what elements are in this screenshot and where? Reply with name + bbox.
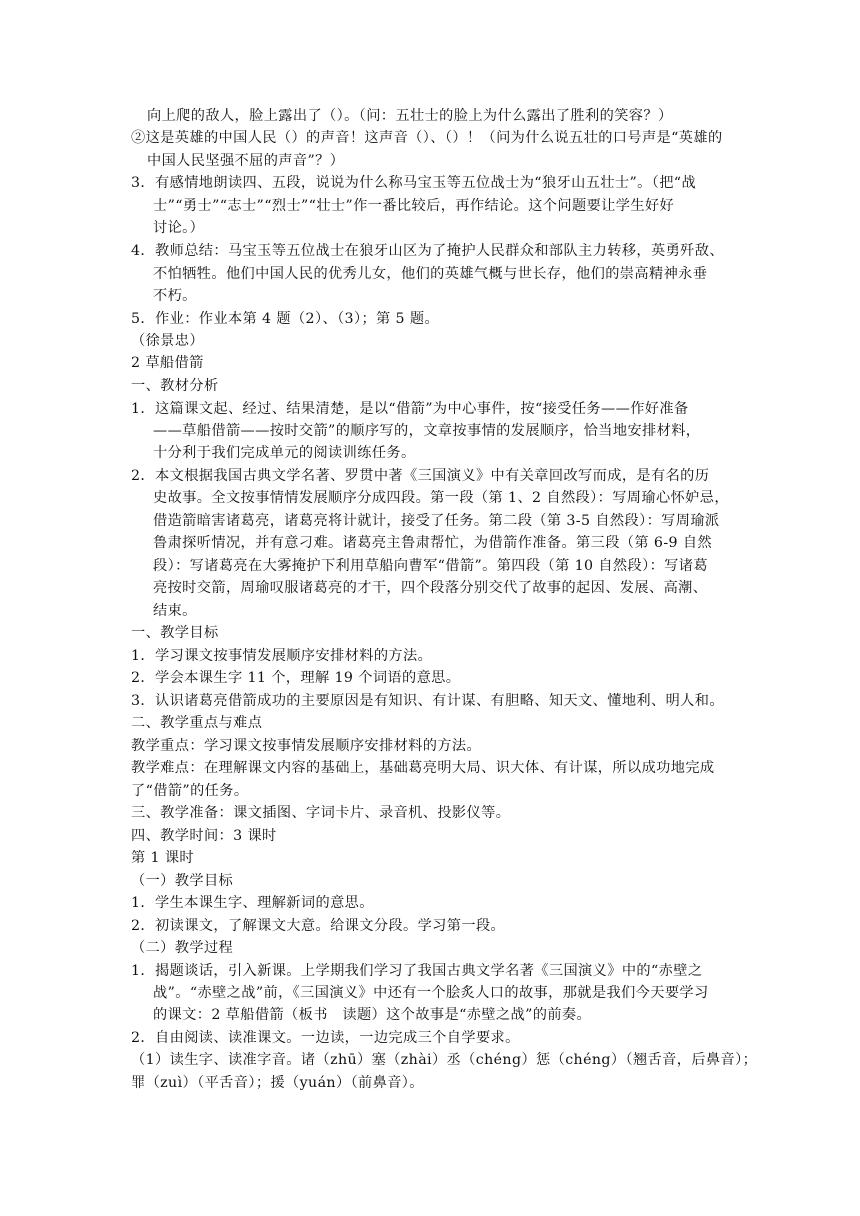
text-line: 教学重点：学习课文按事情发展顺序安排材料的方法。	[131, 738, 482, 754]
text-line: 中国人民坚强不屈的声音”？）	[147, 153, 345, 169]
text-line: 的课文：2 草船借箭（板书 读题）这个故事是“赤壁之战”的前奏。	[153, 1007, 592, 1023]
text-line: 段）：写诸葛亮在大雾掩护下利用草船向曹军“借箭”。第四段（第 10 自然段）：写诸葛	[153, 558, 708, 574]
text-line: 十分利于我们完成单元的阅读训练任务。	[153, 445, 416, 461]
heading: （二）教学过程	[131, 940, 234, 956]
text-line: 史故事。全文按事情情发展顺序分成四段。第一段（第 1、2 自然段）：写周瑜心怀妒忌，	[153, 490, 729, 506]
text-line: 2．学会本课生字 11 个，理解 19 个词语的意思。	[131, 670, 461, 686]
heading: 四、教学时间：3 课时	[131, 828, 277, 844]
text-line: 教学难点：在理解课文内容的基础上，基础葛亮明大局、识大体、有计谋，所以成功地完成	[131, 760, 715, 776]
heading: 一、教学目标	[131, 625, 219, 641]
text-line: （1）读生字、读准字音。诸（zhū）塞（zhài）丞（chéng）惩（chéng）（翘舌音，后鼻音）；	[131, 1052, 758, 1068]
text-line: 结束。	[153, 603, 197, 619]
text-line: ——草船借箭——按时交箭”的顺序写的，文章按事情的发展顺序，恰当地安排材料，	[153, 423, 701, 439]
section-title: 2 草船借箭	[131, 355, 204, 371]
text-line: 了“借箭”的任务。	[131, 783, 249, 799]
text-line: 2．自由阅读、读准课文。一边读，一边完成三个自学要求。	[131, 1030, 520, 1046]
text-line: （徐景忠）	[131, 333, 204, 349]
text-line: 鲁肃探听情况，并有意刁难。诸葛亮主鲁肃帮忙，为借箭作准备。第三段（第 6-9 自然	[153, 535, 713, 551]
heading: 三、教学准备：课文插图、字词卡片、录音机、投影仪等。	[131, 805, 511, 821]
text-line: 不朽。	[153, 288, 197, 304]
text-line: 3．有感情地朗读四、五段，说说为什么称马宝玉等五位战士为“狼牙山五壮士”。（把“战	[131, 175, 697, 191]
text-line: 4．教师总结：马宝玉等五位战士在狼牙山区为了掩护人民群众和部队主力转移，英勇歼敌、	[131, 243, 724, 259]
text-line: 5．作业：作业本第 4 题（2）、（3）；第 5 题。	[131, 311, 440, 327]
text-line: ②这是英雄的中国人民（）的声音！这声音（）、（）！（问为什么说五壮的口号声是“英雄的	[131, 130, 723, 146]
text-line: 借造箭暗害诸葛亮，诸葛亮将计就计，接受了任务。第二段（第 3-5 自然段）：写周瑜派	[153, 513, 720, 529]
text-line: 2．本文根据我国古典文学名著、罗贯中著《三国演义》中有关章回改写而成，是有名的历	[131, 468, 710, 484]
heading: 一、教材分析	[131, 378, 219, 394]
text-line: 战”。“赤壁之战”前，《三国演义》中还有一个脍炙人口的故事，那就是我们今天要学习	[153, 985, 709, 1001]
text-line: 1．学生本课生字、理解新词的意思。	[131, 895, 374, 911]
text-line: 1．学习课文按事情发展顺序安排材料的方法。	[131, 648, 433, 664]
heading: （一）教学目标	[131, 873, 234, 889]
text-line: 讨论。）	[153, 220, 205, 236]
text-line: 士”“勇士”“志士”“烈士”“壮士”作一番比较后，再作结论。这个问题要让学生好好	[153, 198, 675, 214]
text-line: 向上爬的敌人，脸上露出了（）。（问：五壮士的脸上为什么露出了胜利的笑容？）	[147, 108, 673, 124]
heading: 第 1 课时	[131, 850, 195, 866]
text-line: 亮按时交箭，周瑜叹服诸葛亮的才干，四个段落分别交代了故事的起因、发展、高潮、	[153, 580, 708, 596]
heading: 二、教学重点与难点	[131, 715, 263, 731]
text-line: 3．认识诸葛亮借箭成功的主要原因是有知识、有计谋、有胆略、知天文、懂地利、明人和。	[131, 693, 724, 709]
text-line: 罪（zuì）（平舌音）；援（yuán）（前鼻音）。	[131, 1075, 424, 1091]
text-line: 1．揭题谈话，引入新课。上学期我们学习了我国古典文学名著《三国演义》中的“赤壁之	[131, 963, 703, 979]
text-line: 1．这篇课文起、经过、结果清楚，是以“借箭”为中心事件，按“接受任务——作好准备	[131, 401, 689, 417]
text-line: 2．初读课文，了解课文大意。给课文分段。学习第一段。	[131, 918, 506, 934]
text-line: 不怕牺牲。他们中国人民的优秀儿女，他们的英雄气概与世长存，他们的崇高精神永垂	[153, 266, 708, 282]
